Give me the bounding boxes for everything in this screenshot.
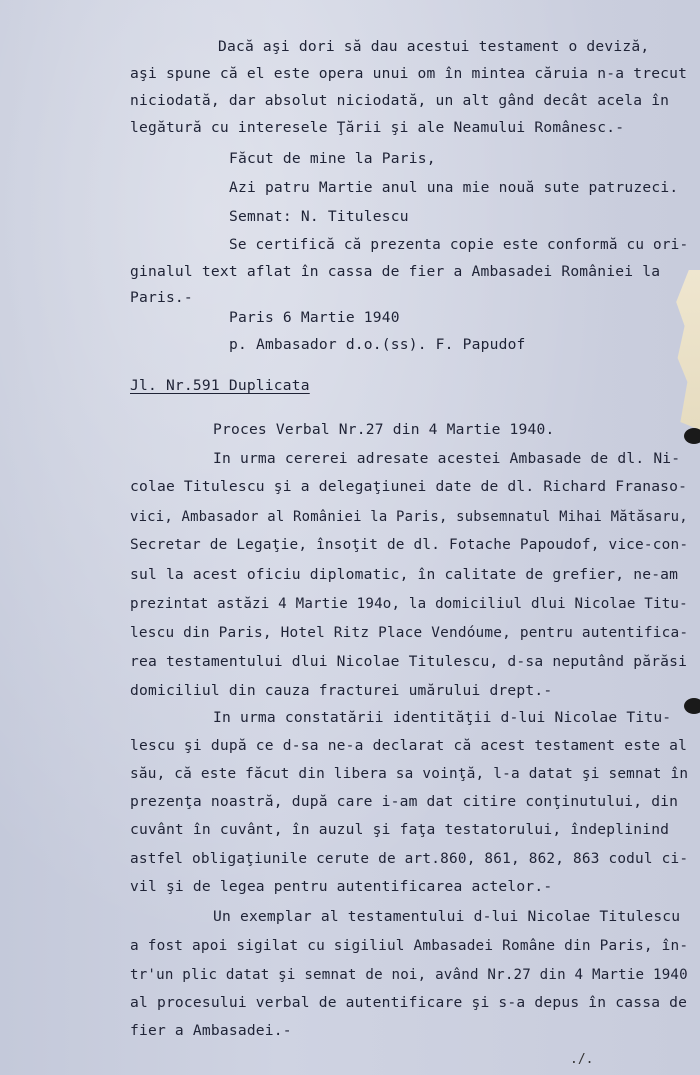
- text-line: vici, Ambasador al României la Paris, subsemnatul Mihai Mătăsaru,: [130, 508, 688, 525]
- text-line: prezintat astăzi 4 Martie 194o, la domiciliul dlui Nicolae Titu-: [130, 595, 688, 612]
- text-line: a fost apoi sigilat cu sigiliul Ambasadei Române din Paris, în-: [130, 937, 689, 954]
- text-line: sul la acest oficiu diplomatic, în calitate de grefier, ne-am: [130, 566, 679, 583]
- punch-hole: [684, 698, 700, 714]
- text-line: niciodată, dar absolut niciodată, un alt gând decât acela în: [130, 92, 670, 109]
- text-line: lescu din Paris, Hotel Ritz Place Vendóume, pentru autentifica-: [130, 624, 689, 641]
- text-line: lescu şi după ce d-sa ne-a declarat că acest testament este al: [130, 737, 688, 754]
- text-line: fier a Ambasadei.-: [130, 1022, 292, 1039]
- text-line: Paris 6 Martie 1940: [229, 309, 400, 326]
- text-line: aşi spune că el este opera unui om în mintea căruia n-a trecut: [130, 65, 688, 82]
- text-line: Dacă aşi dori să dau acestui testament o deviză,: [218, 38, 650, 55]
- text-line: ginalul text aflat în cassa de fier a Ambasadei României la: [130, 263, 661, 280]
- text-line: Făcut de mine la Paris,: [229, 150, 436, 167]
- text-line: domiciliul din cauza fracturei umărului drept.-: [130, 682, 553, 699]
- torn-edge: [672, 270, 700, 430]
- text-line: Se certifică că prezenta copie este conformă cu ori-: [229, 236, 689, 253]
- continuation-mark: ./.: [570, 1052, 594, 1067]
- text-line: Azi patru Martie anul una mie nouă sute patruzeci.: [229, 179, 679, 196]
- punch-hole: [684, 428, 700, 444]
- text-line: In urma cererei adresate acestei Ambasade de dl. Ni-: [213, 450, 681, 467]
- text-line: Paris.-: [130, 289, 193, 306]
- text-line: colae Titulescu şi a delegaţiunei date de dl. Richard Franaso-: [130, 478, 688, 495]
- text-line: prezenţa noastră, după care i-am dat citire conţinutului, din: [130, 793, 679, 810]
- text-line: In urma constatării identităţii d-lui Nicolae Titu-: [213, 709, 672, 726]
- text-line: Un exemplar al testamentului d-lui Nicolae Titulescu: [213, 908, 681, 925]
- section-header: Jl. Nr.591 Duplicata: [130, 377, 310, 394]
- signature-line: Semnat: N. Titulescu: [229, 208, 409, 225]
- text-line: vil şi de legea pentru autentificarea actelor.-: [130, 878, 553, 895]
- text-line: legătură cu interesele Ţării şi ale Neamului Românesc.-: [130, 119, 625, 136]
- proces-title: Proces Verbal Nr.27 din 4 Martie 1940.: [213, 421, 555, 438]
- text-line: Secretar de Legaţie, însoţit de dl. Fotache Papoudof, vice-con-: [130, 536, 689, 553]
- text-line: său, că este făcut din libera sa voinţă, l-a datat şi semnat în: [130, 765, 689, 782]
- signature-line: p. Ambasador d.o.(ss). F. Papudof: [229, 336, 526, 353]
- text-line: tr'un plic datat şi semnat de noi, având Nr.27 din 4 Martie 1940: [130, 966, 688, 983]
- text-line: astfel obligaţiunile cerute de art.860, 861, 862, 863 codul ci-: [130, 850, 689, 867]
- text-line: rea testamentului dlui Nicolae Titulescu, d-sa neputând părăsi: [130, 653, 688, 670]
- text-line: cuvânt în cuvânt, în auzul şi faţa testatorului, îndeplinind: [130, 821, 670, 838]
- text-line: al procesului verbal de autentificare şi s-a depus în cassa de: [130, 994, 688, 1011]
